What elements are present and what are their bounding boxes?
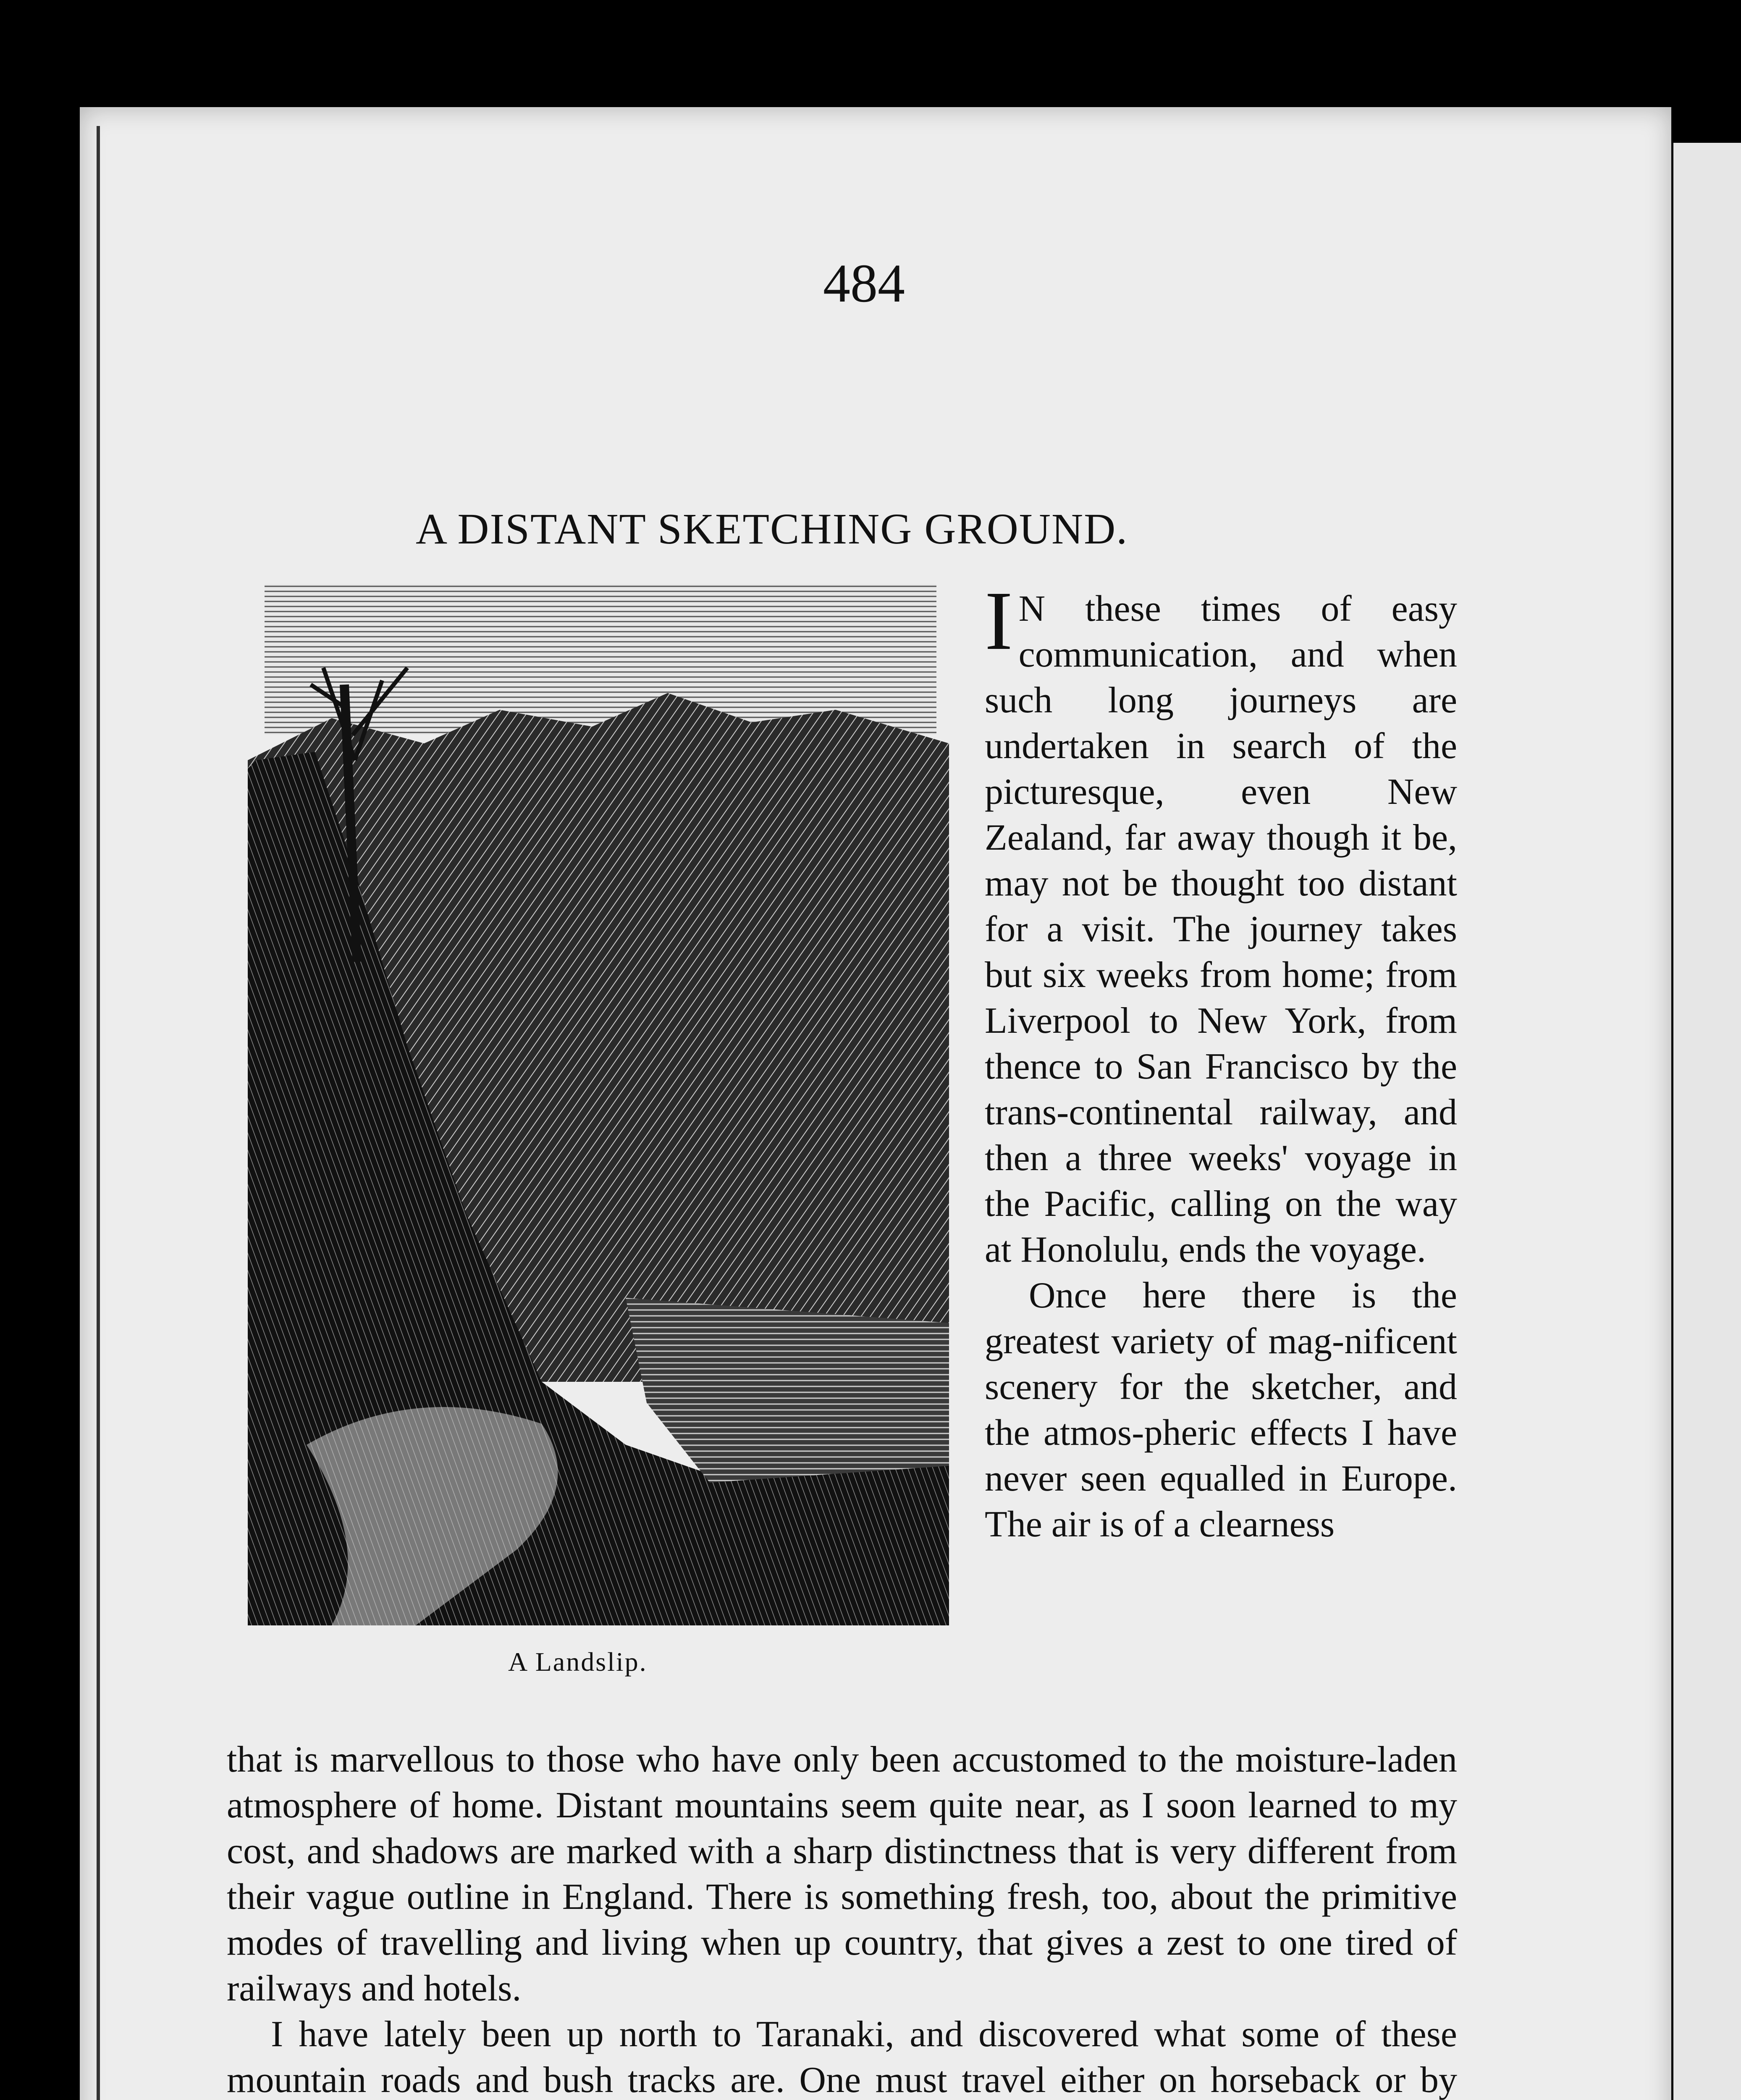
figure-caption: A Landslip. — [508, 1647, 648, 1677]
opening-paragraph-text: N these times of easy communication, and when such long journeys are undertaken in search of the picturesque, even New Zealand, far away though it be, may not be thought too distant for a visit. The journey takes but six weeks from home; from Liverpool to New York, from thence to San Francisco by the trans-continental railway, and then a three weeks' voyage in the Pacific, calling on the way at Honolulu, ends the voyage. — [985, 588, 1457, 1270]
adjacent-page-edge — [1673, 143, 1741, 2100]
opening-paragraph — [985, 575, 1457, 1273]
article-column-text — [985, 575, 1457, 1547]
article-title: A DISTANT SKETCHING GROUND. — [416, 505, 1128, 553]
third-paragraph: I have lately been up north to Taranaki, and discovered what some of these mountain roads and bush tracks are. One must travel either on horseback or by — [227, 2014, 1457, 2100]
page-gutter-line — [97, 126, 100, 2100]
page-number: 484 — [823, 253, 905, 314]
second-paragraph-start: Once here there is the greatest variety of mag-nificent scenery for the sketcher, and the atmos-pheric effects I have never seen equalled in Europe. The air is of a clearness — [985, 1275, 1457, 1545]
article-body-text — [227, 1737, 1457, 2100]
engraving-mountain-landslip-illustration — [248, 584, 949, 1625]
landslip-illustration — [248, 584, 949, 1625]
drop-cap: I — [985, 575, 1013, 667]
second-paragraph-continued: that is marvellous to those who have only been accustomed to the moisture-laden atmosphere of home. Distant mountains seem quite near, as I soon learned to my cost, and shadows are marked with a sharp distinctness that is very different from their vague outline in England. There is something fresh, too, about the primitive modes of travelling and living when up country, that gives a zest to one tired of railways and hotels. — [227, 1739, 1457, 2009]
